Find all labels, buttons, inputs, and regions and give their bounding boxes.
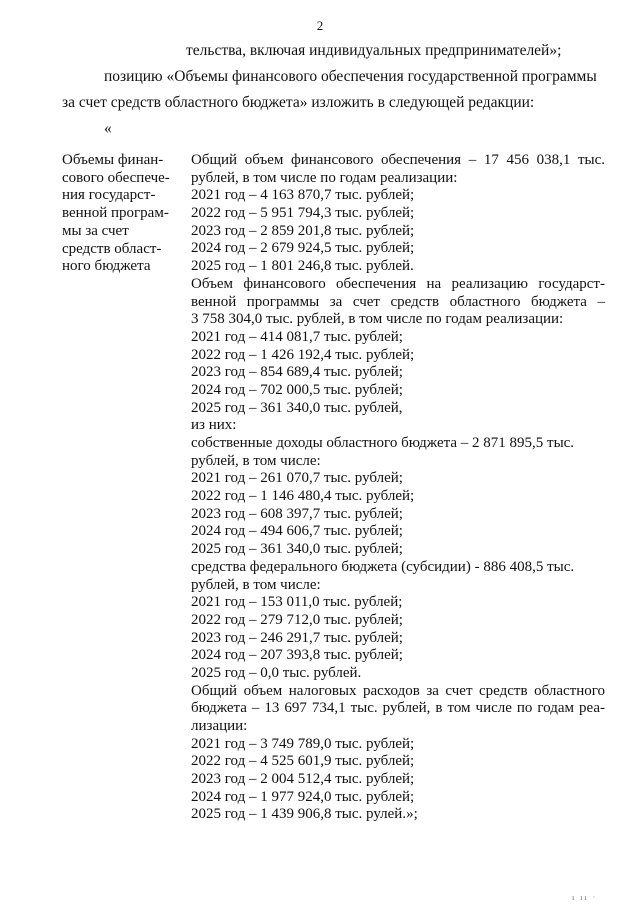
right-cell-line: 2021 год – 261 070,7 тыс. рублей; xyxy=(191,470,403,487)
right-cell-line: венной программы за счет средств областного бюджета – xyxy=(191,293,605,310)
scan-mark: ı ıı · xyxy=(572,893,598,902)
opening-quote: « xyxy=(104,120,112,137)
left-cell-line: Объемы финан- xyxy=(62,152,164,168)
right-cell-line: 2021 год – 414 081,7 тыс. рублей; xyxy=(191,328,403,345)
right-cell-line: собственные доходы областного бюджета – 2 871 895,5 тыс. xyxy=(191,435,575,451)
right-cell-line: 2024 год – 207 393,8 тыс. рублей; xyxy=(191,647,403,664)
right-cell-line: 2022 год – 4 525 601,9 тыс. рублей; xyxy=(191,753,415,770)
right-cell-line: 2021 год – 3 749 789,0 тыс. рублей; xyxy=(191,735,415,752)
right-cell-line: 2022 год – 1 146 480,4 тыс. рублей; xyxy=(191,488,415,505)
right-cell-line: 2023 год – 2 859 201,8 тыс. рублей; xyxy=(191,222,415,239)
table-right-cell xyxy=(191,152,605,824)
right-cell-line: Общий объем финансового обеспечения – 17 456 038,1 тыс. xyxy=(191,152,605,168)
right-cell-line: 2025 год – 1 439 906,8 тыс. рулей.»; xyxy=(191,806,418,823)
table-left-cell xyxy=(62,152,182,276)
right-cell-line: 2022 год – 279 712,0 тыс. рублей; xyxy=(191,611,403,628)
right-cell-line: 2022 год – 1 426 192,4 тыс. рублей; xyxy=(191,346,415,363)
left-cell-line: мы за счет xyxy=(62,222,129,239)
right-cell-line: 2023 год – 854 689,4 тыс. рублей; xyxy=(191,364,403,381)
right-cell-line: 3 758 304,0 тыс. рублей, в том числе по годам реализации: xyxy=(191,311,564,328)
right-cell-line: 2023 год – 246 291,7 тыс. рублей; xyxy=(191,629,403,646)
right-cell-line: 2023 год – 608 397,7 тыс. рублей; xyxy=(191,505,403,522)
intro-line-3: за счет средств областного бюджета» изложить в следующей редакции: xyxy=(62,94,535,111)
right-cell-line: 2021 год – 4 163 870,7 тыс. рублей; xyxy=(191,187,415,204)
right-cell-line: 2024 год – 1 977 924,0 тыс. рублей; xyxy=(191,788,415,805)
right-cell-line: 2022 год – 5 951 794,3 тыс. рублей; xyxy=(191,205,415,222)
right-cell-line: 2025 год – 361 340,0 тыс. рублей, xyxy=(191,399,403,416)
left-cell-line: ного бюджета xyxy=(62,258,151,275)
right-cell-line: 2024 год – 2 679 924,5 тыс. рублей; xyxy=(191,240,415,257)
right-cell-line: 2023 год – 2 004 512,4 тыс. рублей; xyxy=(191,771,415,788)
right-cell-line: рублей, в том числе по годам реализации: xyxy=(191,169,458,186)
right-cell-line: лизации: xyxy=(191,718,248,734)
right-cell-line: Объем финансового обеспечения на реализацию государст- xyxy=(191,275,605,292)
right-cell-line: рублей, в том числе: xyxy=(191,452,321,469)
right-cell-line: из них: xyxy=(191,417,237,434)
intro-line-1: тельства, включая индивидуальных предпринимателей»; xyxy=(186,42,562,59)
right-cell-line: рублей, в том числе: xyxy=(191,576,321,593)
page-number: 2 xyxy=(316,18,324,33)
right-cell-line: бюджета – 13 697 734,1 тыс. рублей, в том числе по годам реа- xyxy=(191,700,605,717)
right-cell-line: 2021 год – 153 011,0 тыс. рублей; xyxy=(191,594,403,611)
right-cell-line: Общий объем налоговых расходов за счет средств областного xyxy=(191,682,605,699)
right-cell-line: 2025 год – 0,0 тыс. рублей. xyxy=(191,664,362,681)
right-cell-line: 2025 год – 1 801 246,8 тыс. рублей. xyxy=(191,258,414,275)
right-cell-line: средства федерального бюджета (субсидии) - 886 408,5 тыс. xyxy=(191,558,575,575)
left-cell-line: сового обеспече- xyxy=(62,169,170,186)
right-cell-line: 2024 год – 494 606,7 тыс. рублей; xyxy=(191,523,403,540)
intro-line-2: позицию «Объемы финансового обеспечения государственной программы xyxy=(104,68,597,85)
right-cell-line: 2025 год – 361 340,0 тыс. рублей; xyxy=(191,541,403,558)
left-cell-line: венной програм- xyxy=(62,205,169,222)
right-cell-line: 2024 год – 702 000,5 тыс. рублей; xyxy=(191,381,403,398)
left-cell-line: средств област- xyxy=(62,240,162,257)
left-cell-line: ния государст- xyxy=(62,187,156,204)
